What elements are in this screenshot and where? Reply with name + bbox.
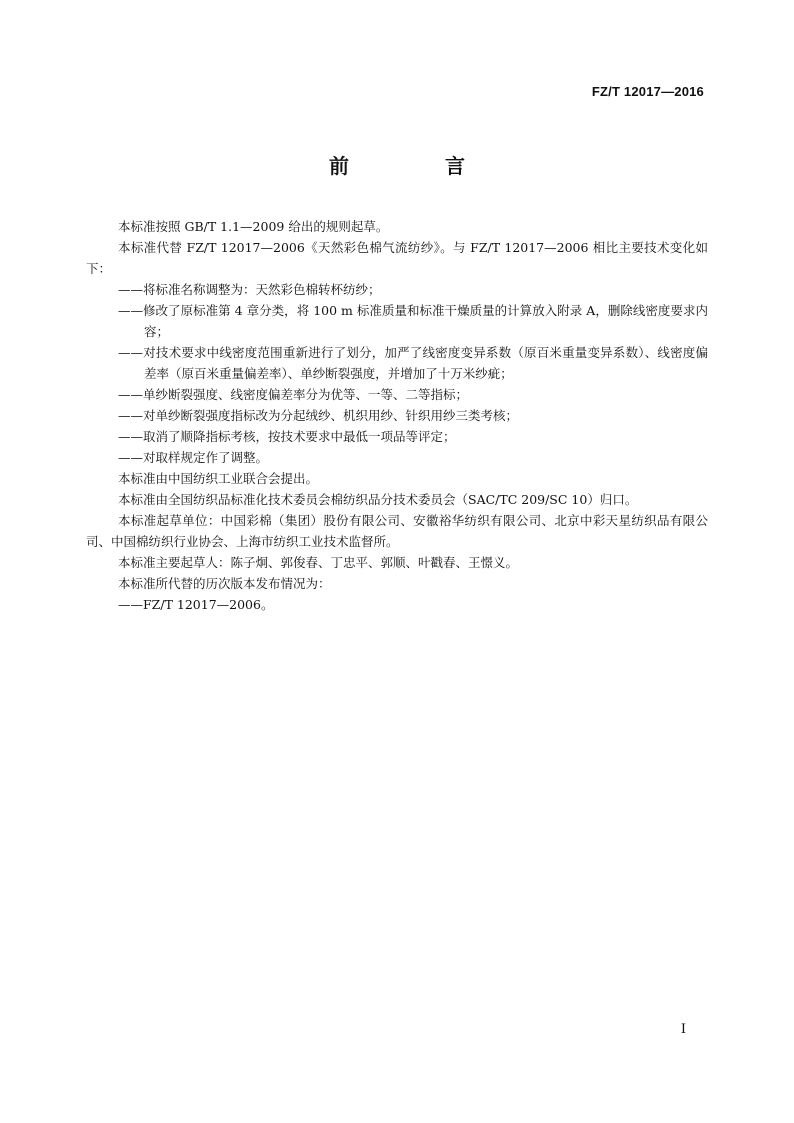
standard-code: FZ/T 12017—2016 [591, 84, 704, 99]
paragraph-drafting-units: 本标准起草单位：中国彩棉（集团）股份有限公司、安徽裕华纺织有限公司、北京中彩天星纺织品有限公司、中国棉纺织行业协会、上海市纺织工业技术监督所。 [86, 513, 708, 549]
paragraph-drafting-rules: 本标准按照 GB/T 1.1—2009 给出的规则起草。 [118, 219, 389, 234]
change-item-sampling: ——对取样规定作了调整。 [118, 450, 269, 465]
paragraph-proposed-by: 本标准由中国纺织工业联合会提出。 [118, 471, 319, 486]
page-number: I [680, 1022, 686, 1037]
page-title: 前 言 [329, 154, 503, 178]
change-item-classification: ——修改了原标准第 4 章分类，将 100 m 标准质量和标准干燥质量的计算放入附录 A，删除线密度要求内容； [118, 303, 708, 339]
change-item-strength: ——对单纱断裂强度指标改为分起绒纱、机织用纱、针织用纱三类考核； [118, 408, 519, 423]
paragraph-drafters: 本标准主要起草人：陈子炯、郭俊春、丁忠平、郭顺、叶戳春、王憬义。 [118, 555, 519, 570]
paragraph-previous-editions: 本标准所代替的历次版本发布情况为： [118, 576, 331, 591]
foreword-body [86, 216, 708, 615]
paragraph-replaces: 本标准代替 FZ/T 12017—2006《天然彩色棉气流纺纱》。与 FZ/T 12017—2006 相比主要技术变化如下： [86, 240, 708, 276]
paragraph-centralized-by: 本标准由全国纺织品标准化技术委员会棉纺织品分技术委员会（SAC/TC 209/SC 10）归口。 [118, 492, 638, 507]
change-item-grades: ——单纱断裂强度、线密度偏差率分为优等、一等、二等指标； [118, 387, 469, 402]
change-item-name: ——将标准名称调整为：天然彩色棉转杯纺纱； [118, 282, 381, 297]
previous-edition-item: ——FZ/T 12017—2006。 [118, 597, 274, 612]
change-item-downgrade: ——取消了顺降指标考核，按技术要求中最低一项品等评定； [118, 429, 456, 444]
change-item-linear-density: ——对技术要求中线密度范围重新进行了划分，加严了线密度变异系数（原百米重量变异系数）、线密度偏差率（原百米重量偏差率）、单纱断裂强度，并增加了十万米纱疵； [118, 345, 708, 381]
